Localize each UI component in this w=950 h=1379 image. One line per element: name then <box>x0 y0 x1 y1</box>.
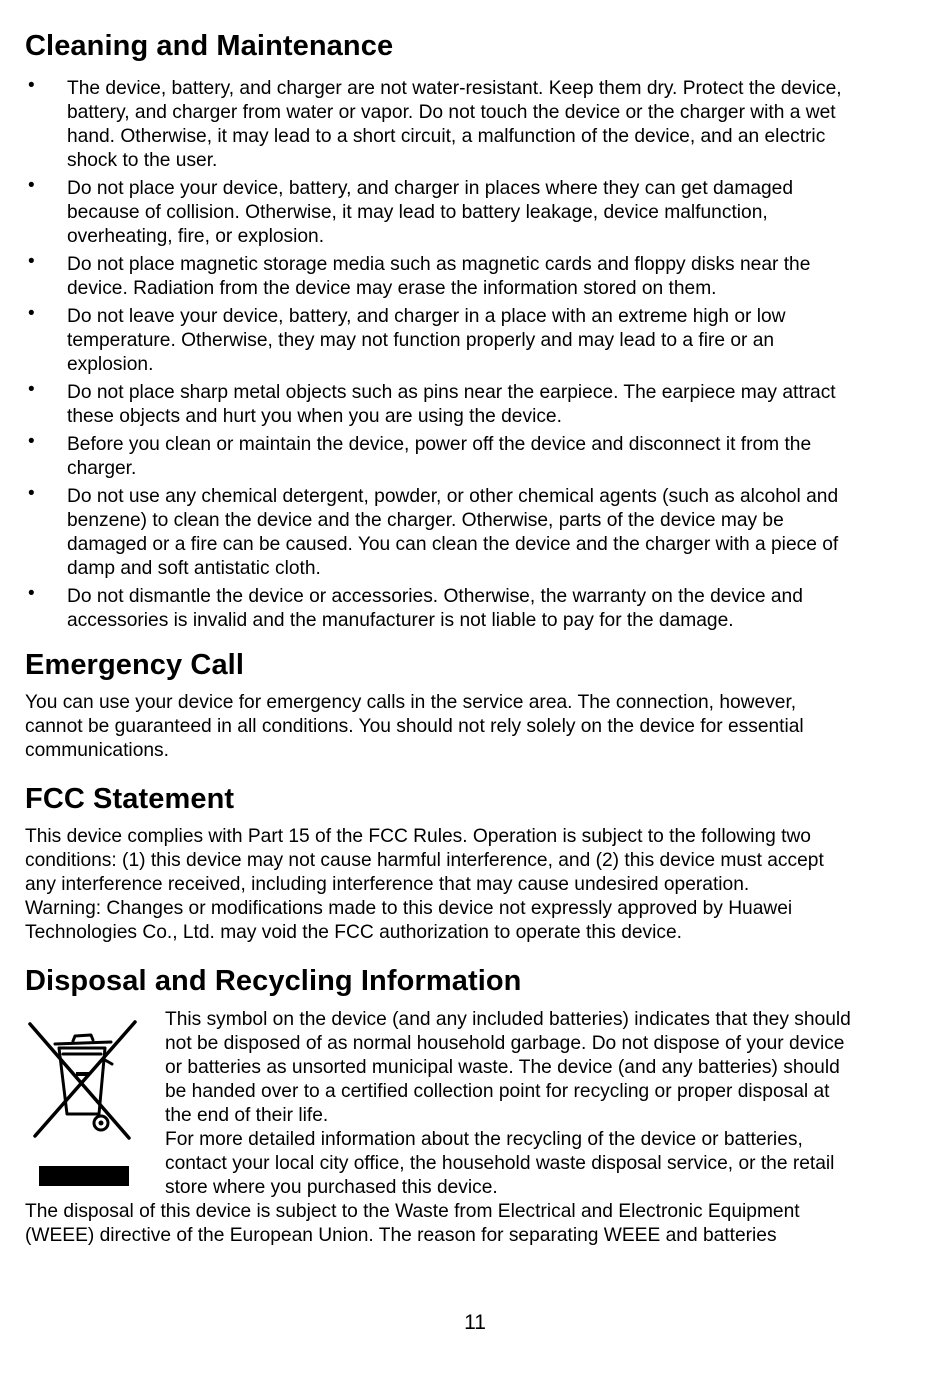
bullet-icon: • <box>28 251 35 272</box>
list-item-text: Do not dismantle the device or accessories. Otherwise, the warranty on the device and accessories is invalid and the manufacturer is not liable to pay for the damage. <box>67 586 803 631</box>
list-item-text: Do not leave your device, battery, and charger in a place with an extreme high or low temperature. Otherwise, they may not function properly and may lead to a fire or an explosion. <box>67 306 786 375</box>
cleaning-section <box>25 28 857 633</box>
emergency-heading: Emergency Call <box>25 649 244 681</box>
list-item-text: Before you clean or maintain the device, power off the device and disconnect it from the charger. <box>67 434 812 479</box>
crossed-out-wheelie-bin-icon <box>27 1016 139 1186</box>
list-item <box>25 305 857 377</box>
bullet-icon: • <box>28 431 35 452</box>
disposal-section <box>25 963 857 1248</box>
disposal-paragraph-weee: The disposal of this device is subject to the Waste from Electrical and Electronic Equipment (WEEE) directive of the European Union. The reason for separating WEEE and batteries <box>25 1201 800 1246</box>
list-item <box>25 177 857 249</box>
list-item <box>25 253 857 301</box>
disposal-paragraph-contact: For more detailed information about the recycling of the device or batteries, contact your local city office, the household waste disposal service, or the retail store where you purchased this device. <box>165 1129 835 1198</box>
list-item <box>25 485 857 581</box>
disposal-heading: Disposal and Recycling Information <box>25 965 522 997</box>
list-item <box>25 77 857 173</box>
list-item-text: The device, battery, and charger are not water-resistant. Keep them dry. Protect the device, battery, and charger from water or vapor. Do not touch the device or the charger with a wet hand. Otherwise, it may lead to a short circuit, a malfunction of the device, and an electric shock to the user. <box>67 78 842 171</box>
list-item-text: Do not use any chemical detergent, powder, or other chemical agents (such as alcohol and benzene) to clean the device and the charger. Otherwise, parts of the device may be damaged or a fire can be caused. You can clean the device and the charger with a piece of damp and soft antistatic cloth. <box>67 486 839 579</box>
cleaning-heading: Cleaning and Maintenance <box>25 30 394 62</box>
disposal-paragraph-symbol: This symbol on the device (and any included batteries) indicates that they should not be disposed of as normal household garbage. Do not dispose of your device or batteries as unsorted municipal waste. The device (and any batteries) should be handed over to a certified collection point for recycling or proper disposal at the end of their life. <box>165 1009 851 1126</box>
document-page <box>25 28 857 1248</box>
fcc-paragraph: This device complies with Part 15 of the FCC Rules. Operation is subject to the following two conditions: (1) this device may not cause harmful interference, and (2) this device must accept any interference received, including interference that may cause undesired operation. <box>25 826 824 895</box>
bullet-icon: • <box>28 583 35 604</box>
bullet-icon: • <box>28 303 35 324</box>
fcc-warning: Warning: Changes or modifications made to this device not expressly approved by Huawei Technologies Co., Ltd. may void the FCC authorization to operate this device. <box>25 898 793 943</box>
bullet-icon: • <box>28 379 35 400</box>
emergency-section <box>25 647 857 763</box>
cleaning-bullet-list <box>25 77 857 633</box>
list-item <box>25 381 857 429</box>
list-item-text: Do not place sharp metal objects such as pins near the earpiece. The earpiece may attract these objects and hurt you when you are using the device. <box>67 382 836 427</box>
list-item-text: Do not place your device, battery, and charger in places where they can get damaged because of collision. Otherwise, it may lead to battery leakage, device malfunction, overheating, fire, or explosion. <box>67 178 794 247</box>
bullet-icon: • <box>28 175 35 196</box>
fcc-heading: FCC Statement <box>25 783 235 815</box>
list-item <box>25 433 857 481</box>
disposal-content <box>25 1008 857 1248</box>
fcc-section <box>25 781 857 945</box>
list-item-text: Do not place magnetic storage media such as magnetic cards and floppy disks near the device. Radiation from the device may erase the information stored on them. <box>67 254 811 299</box>
bullet-icon: • <box>28 483 35 504</box>
page-number: 11 <box>464 1311 486 1334</box>
emergency-paragraph: You can use your device for emergency calls in the service area. The connection, however, cannot be guaranteed in all conditions. You should not rely solely on the device for essential communications. <box>25 692 804 761</box>
bullet-icon: • <box>28 75 35 96</box>
list-item <box>25 585 857 633</box>
